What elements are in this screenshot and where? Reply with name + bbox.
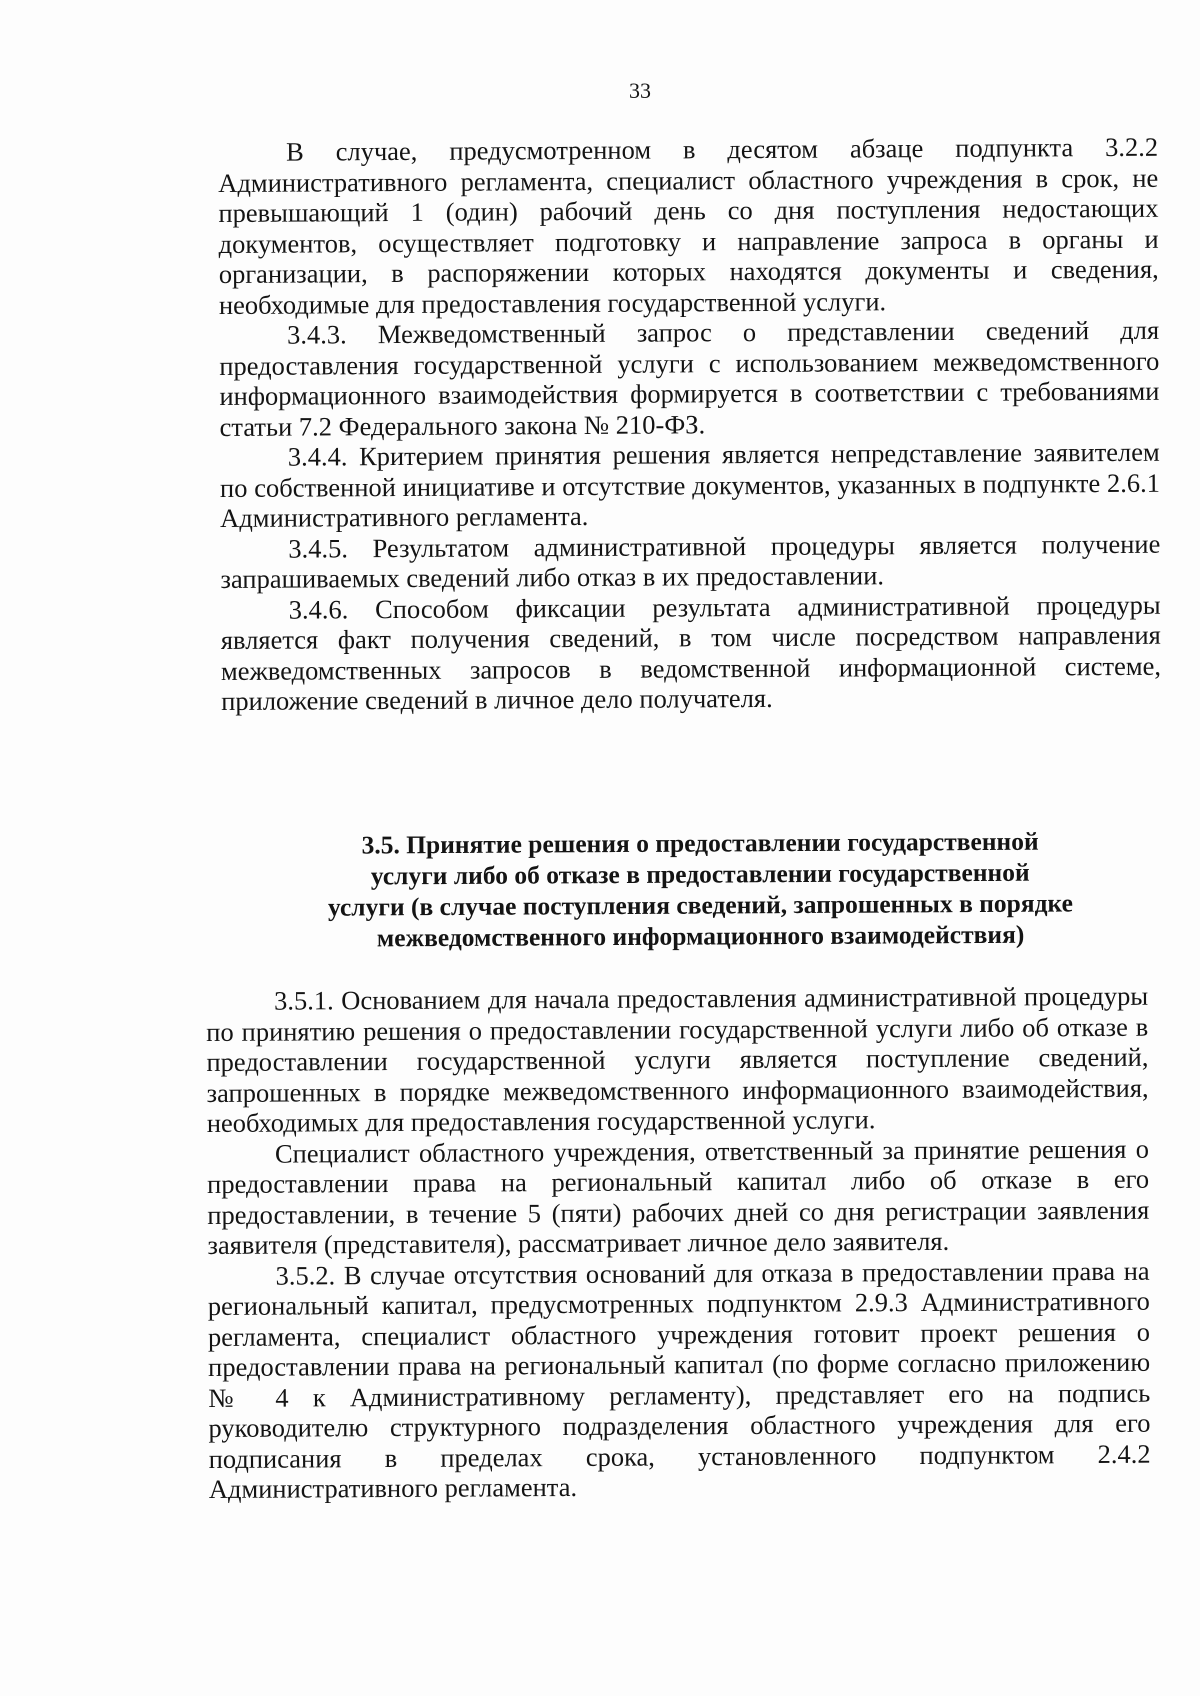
paragraph: 3.4.6. Способом фиксации результата административной процедуры является факт получения сведений, в том числе посредством направления межведомственных запросов в ведомственной информационной системе, приложение сведений в личное дело получателя.: [220, 589, 1162, 716]
paragraph: Специалист областного учреждения, ответственный за принятие решения о предоставлении права на региональный капитал либо об отказе в его предоставлении, в течение 5 (пяти) рабочих дней со дня регистрации заявления заявителя (представителя), рассматривает личное дело заявителя.: [207, 1133, 1150, 1260]
section-heading: [265, 825, 1136, 954]
paragraph: 3.4.4. Критерием принятия решения является непредставление заявителем по собственной инициативе и отсутствие документов, указанных в подпункте 2.6.1 Административного регламента.: [219, 436, 1161, 533]
top-text-block: [218, 132, 1161, 717]
section-heading-line: 3.5. Принятие решения о предоставлении государственной: [361, 826, 1039, 860]
page-number: 33: [629, 78, 651, 103]
paragraph: 3.5.2. В случае отсутствия оснований для отказа в предоставлении права на региональный капитал, предусмотренных подпунктом 2.9.3 Административного регламента, специалист областного учреждения готовит проект решения о предоставлении права на региональный капитал (по форме согласно приложению № 4 к Административному регламенту), представляет его на подпись руководителю структурного подразделения областного учреждения для его подписания в пределах срока, установленного подпунктом 2.4.2 Административного регламента.: [207, 1255, 1151, 1504]
section-heading-line: услуги либо об отказе в предоставлении государственной: [370, 857, 1030, 891]
bottom-text-block: [206, 981, 1151, 1505]
paragraph: 3.4.5. Результатом административной процедуры является получение запрашиваемых сведений либо отказ в их предоставлении.: [220, 528, 1161, 594]
section-heading-line: межведомственного информационного взаимодействия): [376, 919, 1025, 953]
section-heading-line: услуги (в случае поступления сведений, запрошенных в порядке: [327, 888, 1073, 922]
paragraph: В случае, предусмотренном в десятом абзаце подпункта 3.2.2 Административного регламента, специалист областного учреждения в срок, не превышающий 1 (один) рабочий день со дня поступления недостающих документов, осуществляет подготовку и направление запроса в органы и организации, в распоряжении которых находятся документы и сведения, необходимые для предоставления государственной услуги.: [218, 131, 1159, 320]
paragraph: 3.5.1. Основанием для начала предоставления административной процедуры по принятию решения о предоставлении государственной услуги либо об отказе в предоставлении государственной услуги является поступление сведений, запрошенных в порядке межведомственного информационного взаимодействия, необходимых для предоставления государственной услуги.: [206, 980, 1149, 1138]
paragraph: 3.4.3. Межведомственный запрос о представлении сведений для предоставления государственной услуги с использованием межведомственного информационного взаимодействия формируется в соответствии с требованиями статьи 7.2 Федерального закона № 210-ФЗ.: [219, 314, 1160, 442]
